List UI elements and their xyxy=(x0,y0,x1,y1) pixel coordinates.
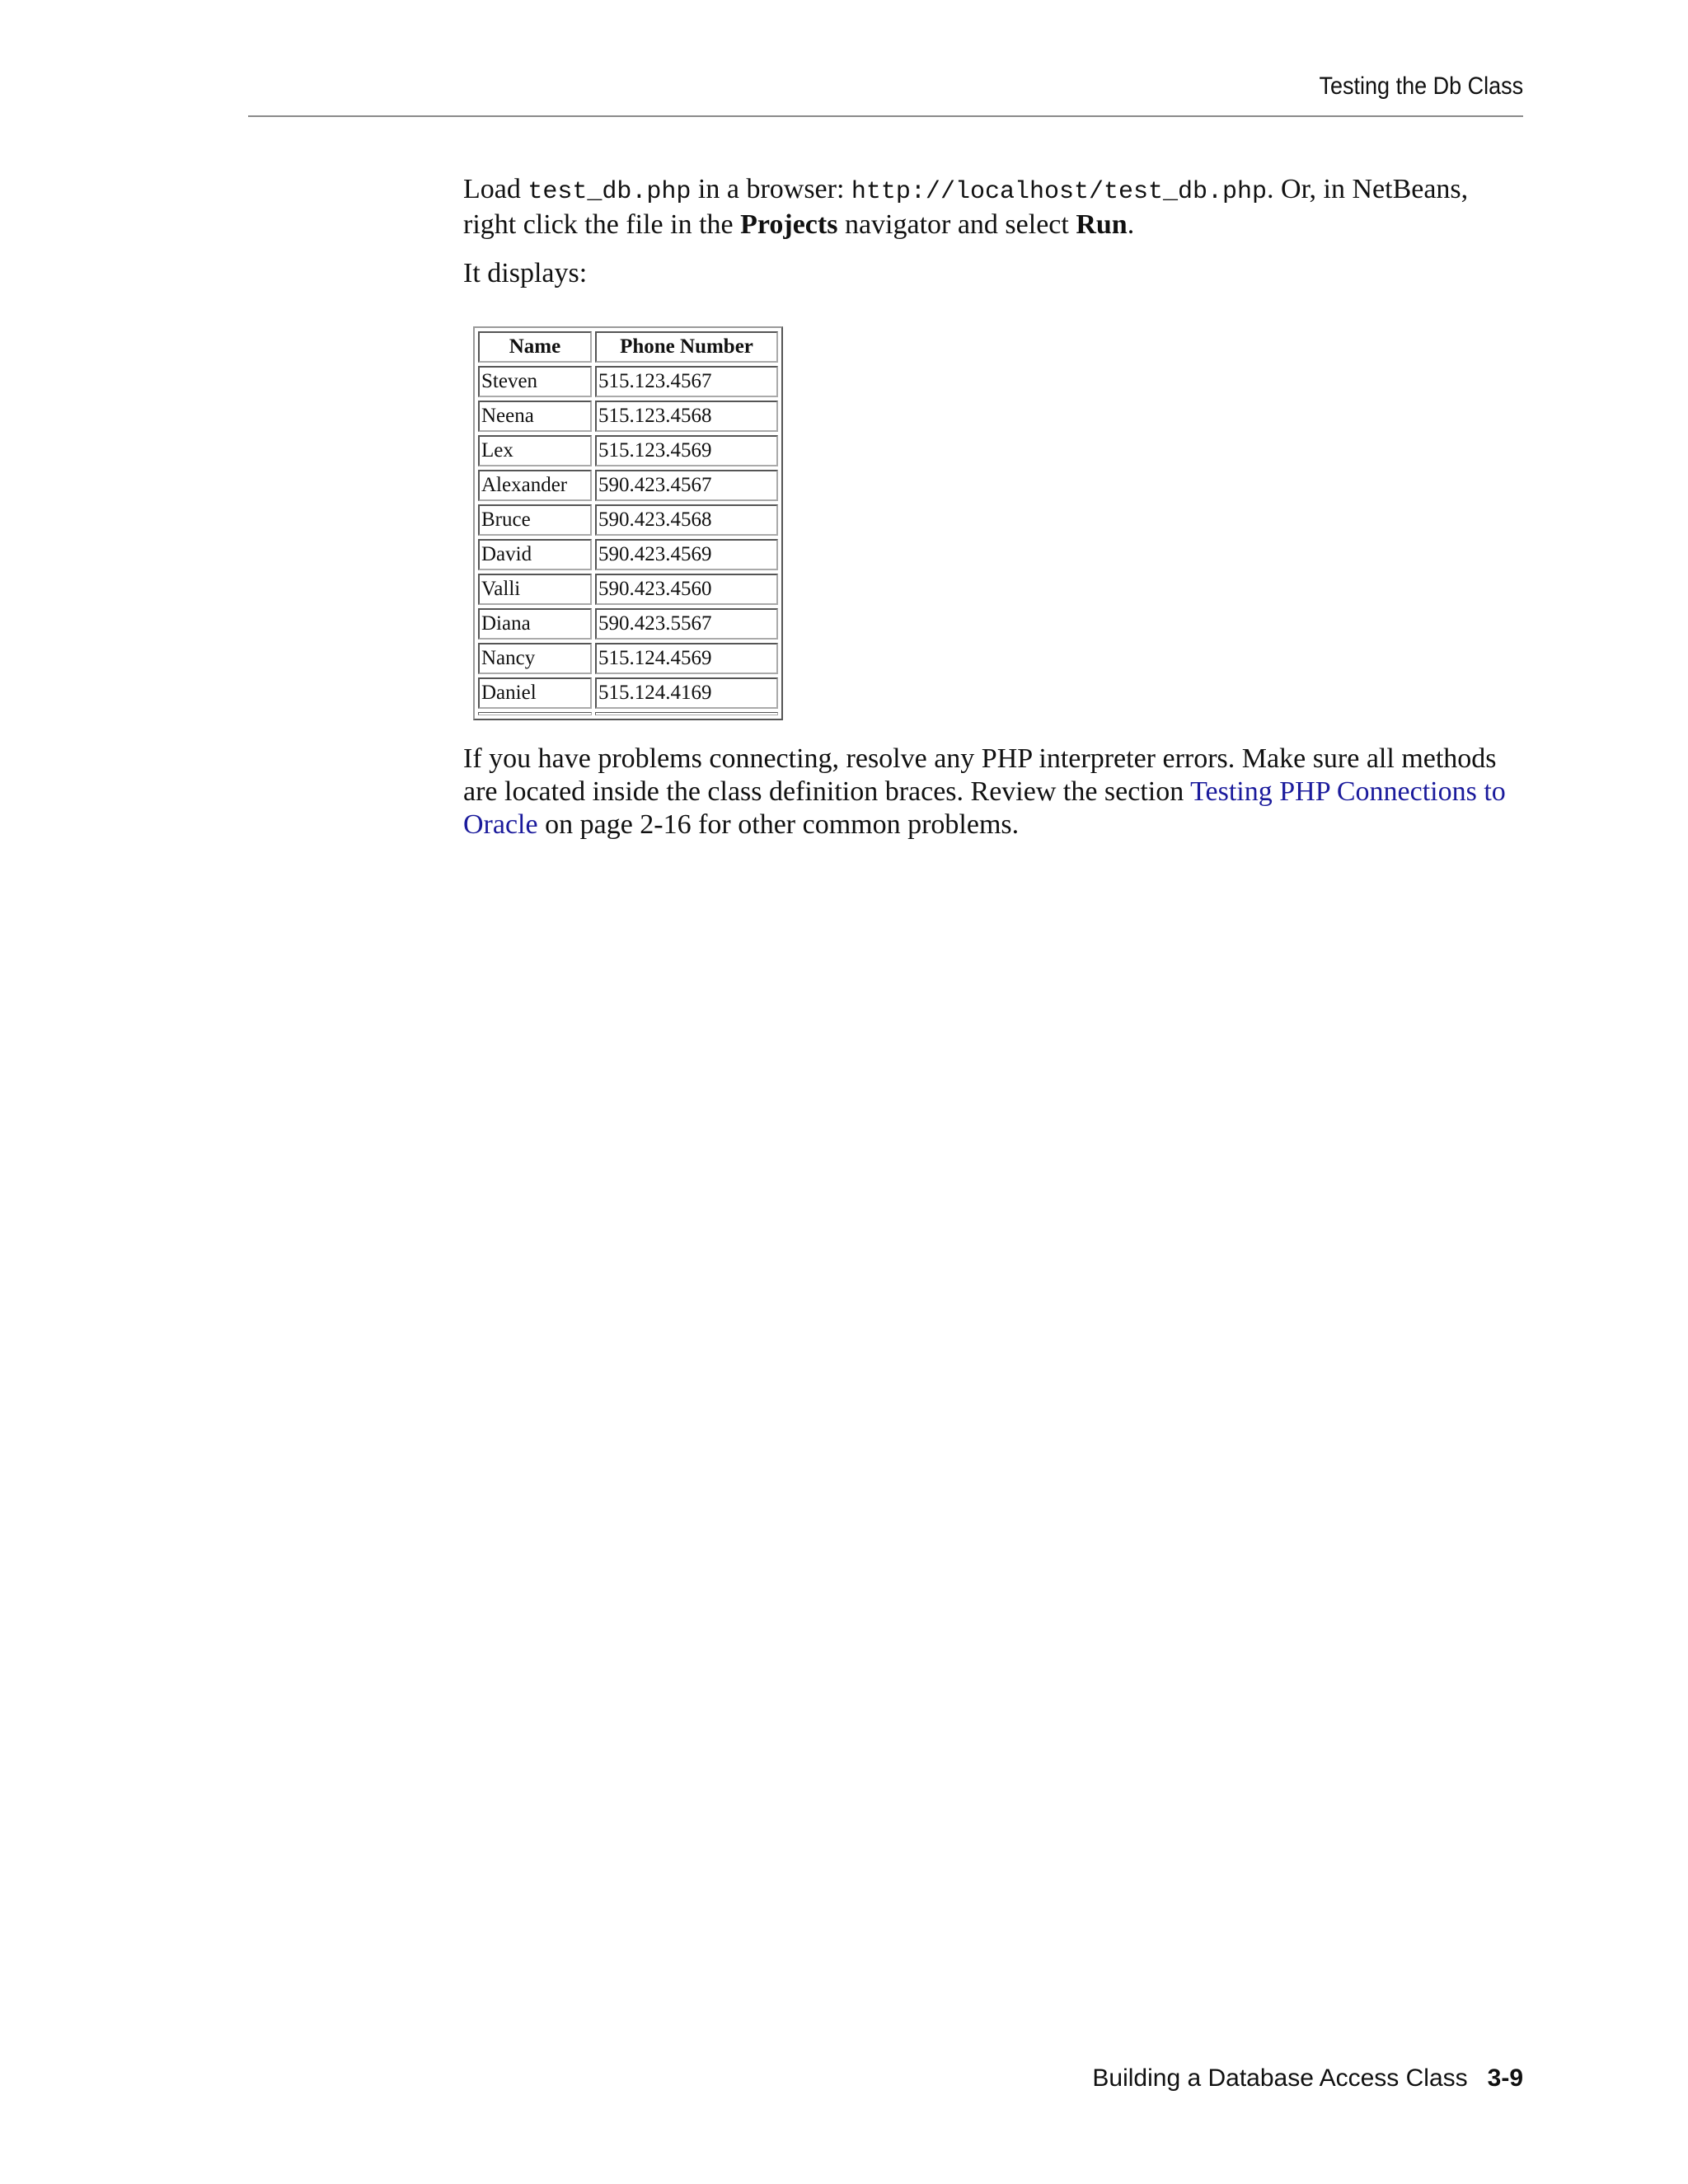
para1-text-4: navigator and select xyxy=(837,209,1076,240)
phone-cell: 590.423.4569 xyxy=(595,539,778,570)
phone-number-table xyxy=(473,326,783,720)
phone-cell: 515.124.4169 xyxy=(595,677,778,709)
table-empty-row xyxy=(478,712,778,715)
page-footer xyxy=(1092,2064,1523,2093)
table-row xyxy=(478,470,778,501)
instruction-paragraph xyxy=(463,173,1526,241)
para3-text-1: If you have problems connecting, resolve any PHP interpreter errors. Make sure all methods are located inside the class definition braces. Review the section xyxy=(463,743,1497,807)
empty-cell xyxy=(478,712,592,715)
footer-chapter-title: Building a Database Access Class xyxy=(1092,2064,1468,2092)
para3-text-2: on page 2-16 for other common problems. xyxy=(537,809,1020,840)
name-cell: Steven xyxy=(478,366,592,397)
header-divider xyxy=(248,115,1523,117)
running-head-title: Testing the Db Class xyxy=(1319,73,1523,100)
table-row xyxy=(478,574,778,605)
table-row xyxy=(478,643,778,674)
table-row xyxy=(478,677,778,709)
table-row xyxy=(478,539,778,570)
para1-text-5: . xyxy=(1127,209,1135,240)
name-cell: Alexander xyxy=(478,470,592,501)
filename-code: test_db.php xyxy=(528,178,692,206)
phone-column-header: Phone Number xyxy=(595,331,778,363)
phone-cell: 515.123.4568 xyxy=(595,401,778,432)
phone-cell: 515.123.4567 xyxy=(595,366,778,397)
table-row xyxy=(478,608,778,640)
projects-term: Projects xyxy=(740,209,838,240)
testing-php-connections-link[interactable]: Testing PHP Connections to Oracle xyxy=(463,776,1506,840)
para1-text-1: Load xyxy=(463,174,528,204)
name-cell: Lex xyxy=(478,435,592,466)
empty-cell xyxy=(595,712,778,715)
table-row xyxy=(478,401,778,432)
phone-cell: 590.423.4560 xyxy=(595,574,778,605)
page-number: 3-9 xyxy=(1487,2064,1523,2092)
table-row xyxy=(478,504,778,536)
table-row xyxy=(478,435,778,466)
name-cell: Valli xyxy=(478,574,592,605)
name-cell: David xyxy=(478,539,592,570)
phone-cell: 515.123.4569 xyxy=(595,435,778,466)
name-cell: Daniel xyxy=(478,677,592,709)
para1-text-3: . Or, in NetBeans, right click the file in the xyxy=(463,174,1469,240)
para1-text-2: in a browser: xyxy=(691,174,851,204)
name-cell: Diana xyxy=(478,608,592,640)
run-term: Run xyxy=(1076,209,1128,240)
phone-cell: 590.423.5567 xyxy=(595,608,778,640)
phone-cell: 515.124.4569 xyxy=(595,643,778,674)
table-row xyxy=(478,366,778,397)
phone-cell: 590.423.4567 xyxy=(595,470,778,501)
name-cell: Neena xyxy=(478,401,592,432)
url-code: http://localhost/test_db.php xyxy=(851,178,1268,206)
displays-paragraph: It displays: xyxy=(463,258,588,288)
table-header-row xyxy=(478,331,778,363)
name-cell: Bruce xyxy=(478,504,592,536)
troubleshooting-paragraph xyxy=(463,743,1526,841)
name-cell: Nancy xyxy=(478,643,592,674)
name-column-header: Name xyxy=(478,331,592,363)
phone-cell: 590.423.4568 xyxy=(595,504,778,536)
